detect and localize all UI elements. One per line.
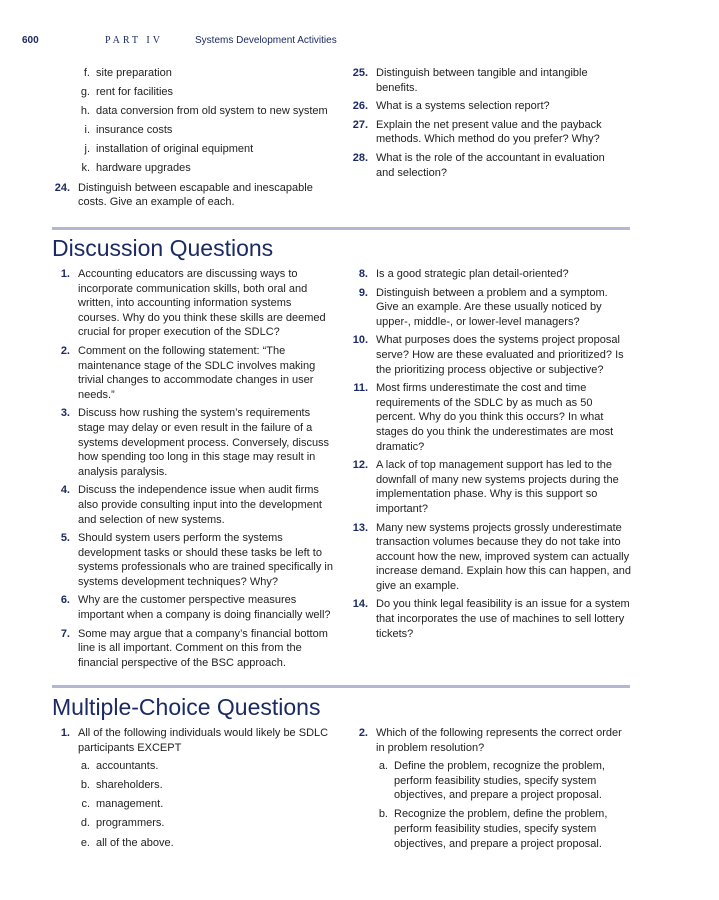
discussion-left-column <box>52 267 334 674</box>
answer-option: a. Define the problem, recognize the problem, perform feasibility studies, specify system objectives, and prepare a project proposal. <box>378 760 605 802</box>
mcq-question-2: 2. Which of the following represents the correct order in problem resolution? <box>358 727 622 754</box>
mcq-heading: Multiple-Choice Questions <box>52 694 321 720</box>
running-header <box>22 35 337 46</box>
discussion-question-4: 4. Discuss the independence issue when audit firms also provide consulting input into the development and selection of new systems. <box>60 484 322 526</box>
discussion-question-14: 14. Do you think legal feasibility is an issue for a system that incorporates the use of machines to sell lottery tickets? <box>352 598 630 640</box>
list-item: g. rent for facilities <box>80 86 174 99</box>
section-divider <box>52 227 630 230</box>
discussion-heading: Discussion Questions <box>52 235 274 261</box>
discussion-question-3: 3. Discuss how rushing the system’s requirements stage may delay or even result in the failure of a systems development process. Conversely, discuss how spending too long in this stage may result in analysis paralysis. <box>60 407 330 478</box>
list-item: h. data conversion from old system to new system <box>80 105 328 118</box>
mcq-right-column <box>350 726 632 856</box>
discussion-question-1: 1. Accounting educators are discussing ways to incorporate communication skills, both oral and written, into accounting information systems courses. Why do you think these skills are deemed crucial for proper execution of the SDLC? <box>60 268 326 339</box>
list-item: k. hardware upgrades <box>81 162 191 175</box>
question-26: 26. What is a systems selection report? <box>352 100 550 113</box>
answer-option: c. management. <box>81 798 164 811</box>
section-divider <box>52 685 630 688</box>
discussion-right-column <box>350 267 632 645</box>
discussion-question-8: 8. Is a good strategic plan detail-oriented? <box>358 268 569 280</box>
list-item: i. insurance costs <box>84 124 173 137</box>
answer-option: b. Recognize the problem, define the problem, perform feasibility studies, specify system objectives, and prepare a project proposal. <box>378 808 608 850</box>
answer-option: a. accountants. <box>80 760 159 773</box>
answer-option: d. programmers. <box>80 817 165 830</box>
discussion-question-7: 7. Some may argue that a company’s financial bottom line is all important. Comment on this from the financial perspective of the BSC approach. <box>60 627 328 669</box>
discussion-question-11: 11. Most firms underestimate the cost and time requirements of the SDLC by as much as 50 percent. Why do you think this occurs? In what stages do you think the underestimates are most dramatic? <box>353 382 614 453</box>
question-25: 25. Distinguish between tangible and intangible benefits. <box>352 67 588 94</box>
discussion-question-12: 12. A lack of top management support has led to the downfall of many new systems projects during the implementation phase. Why is this support so important? <box>352 459 619 515</box>
part-label: PART IV <box>105 35 163 46</box>
question-28: 28. What is the role of the accountant in evaluation and selection? <box>352 151 605 179</box>
question-27: 27. Explain the net present value and the payback methods. Which method do you prefer? Why? <box>352 118 602 146</box>
mcq-left-column <box>52 726 334 855</box>
list-item: j. installation of original equipment <box>84 143 254 156</box>
list-item: f. site preparation <box>83 67 172 79</box>
answer-option: b. shareholders. <box>80 779 163 792</box>
question-24: 24. Distinguish between escapable and inescapable costs. Give an example of each. <box>54 181 313 209</box>
review-questions-left <box>52 66 332 214</box>
review-questions-right <box>350 66 618 184</box>
discussion-question-13: 13. Many new systems projects grossly underestimate transaction volumes because they do not take into account how the new, improved system can actually increase demand. Explain how this can happen, and give an example. <box>352 521 632 592</box>
discussion-question-5: 5. Should system users perform the systems development tasks or should these tasks be left to systems professionals who are trained specifically in systems development techniques? Why? <box>60 532 333 588</box>
section-title: Systems Development Activities <box>195 35 337 46</box>
discussion-question-10: 10. What purposes does the systems project proposal serve? How are these evaluated and prioritized? Is the prioritizing process objective or subjective? <box>352 334 624 376</box>
mcq-question-1: 1. All of the following individuals would likely be SDLC participants EXCEPT <box>60 727 329 754</box>
discussion-question-6: 6. Why are the customer perspective measures important when a company is doing financially well? <box>60 594 331 622</box>
discussion-question-2: 2. Comment on the following statement: “The maintenance stage of the SDLC involves making trivial changes to accommodate changes in user needs.” <box>60 344 316 401</box>
discussion-question-9: 9. Distinguish between a problem and a symptom. Give an example. Are these usually noticed by upper-, middle-, or lower-level managers? <box>358 286 608 328</box>
page-number: 600 <box>22 35 39 46</box>
answer-option: e. all of the above. <box>80 836 174 849</box>
